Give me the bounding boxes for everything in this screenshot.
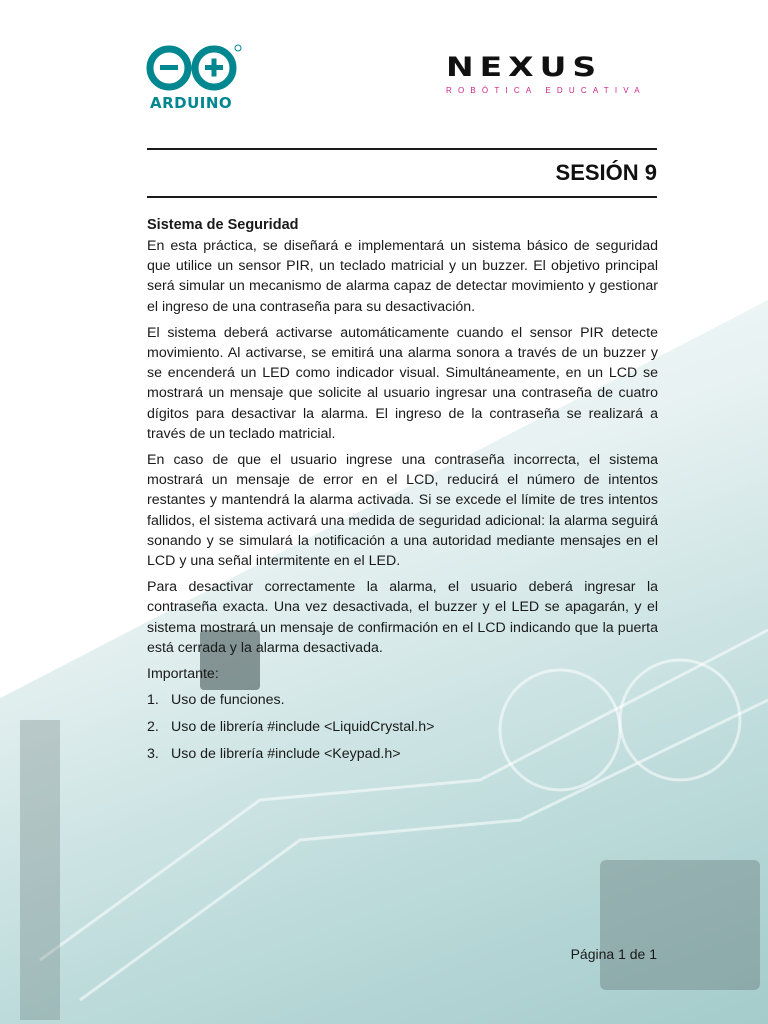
list-item <box>147 690 658 710</box>
paragraph: El sistema deberá activarse automáticamente cuando el sensor PIR detecte movimiento. Al activarse, se emitirá una alarma sonora a través de un buzzer y se encenderá un LED como indicador visual. Simultáneamente, en un LCD se mostrará un mensaje que solicite al usuario ingresar una contraseña de cuatro dígitos para desactivar la alarma. El ingreso de la contraseña se realizará a través de un teclado matricial. <box>147 324 658 442</box>
arduino-logo-text: ARDUINO <box>150 94 233 112</box>
arduino-logo <box>144 44 244 114</box>
nexus-logo <box>446 51 656 100</box>
arduino-infinity-icon <box>144 44 244 94</box>
list-item-text: Uso de librería #include <LiquidCrystal.h> <box>171 719 435 736</box>
requirements-list <box>147 690 658 764</box>
important-label: Importante: <box>147 666 219 683</box>
nexus-tagline-text: ROBÓTICA EDUCATIVA <box>446 86 646 95</box>
list-item-number: 1. <box>147 692 159 709</box>
list-item <box>147 744 658 764</box>
paragraph: Para desactivar correctamente la alarma, el usuario deberá ingresar la contraseña exacta. Una vez desactivada, el buzzer y el LED se apagarán, y el sistema mostrará un mensaje de confirmación en el LCD indicando que la puerta está cerrada y la alarma desactivada. <box>147 579 658 656</box>
list-item-text: Uso de funciones. <box>171 692 285 709</box>
session-title: SESIÓN 9 <box>555 160 657 185</box>
document-body <box>147 217 658 771</box>
list-item <box>147 717 658 737</box>
nexus-tagline <box>446 86 646 95</box>
list-item-number: 3. <box>147 746 159 763</box>
paragraph: En caso de que el usuario ingrese una contraseña incorrecta, el sistema mostrará un mensaje de error en el LCD, reducirá el número de intentos restantes y mantendrá la alarma activada. Si se excede el límite de tres intentos fallidos, el sistema activará una medida de seguridad adicional: la alarma seguirá sonando y se simulará la notificación a una autoridad mediante mensajes en el LCD y una señal intermitente en el LED. <box>147 452 658 570</box>
page-number: Página 1 de 1 <box>570 946 657 962</box>
paragraph: En esta práctica, se diseñará e implementará un sistema básico de seguridad que utilice un sensor PIR, un teclado matricial y un buzzer. El objetivo principal será simular un mecanismo de alarma capaz de detectar movimiento y gestionar el ingreso de una contraseña para su desactivación. <box>147 238 658 315</box>
header-divider-top <box>147 148 657 150</box>
list-item-text: Uso de librería #include <Keypad.h> <box>171 746 401 763</box>
section-heading: Sistema de Seguridad <box>147 217 299 233</box>
list-item-number: 2. <box>147 719 159 736</box>
header-divider-bottom <box>147 196 657 198</box>
nexus-brand-text: NEXUS <box>446 51 603 83</box>
